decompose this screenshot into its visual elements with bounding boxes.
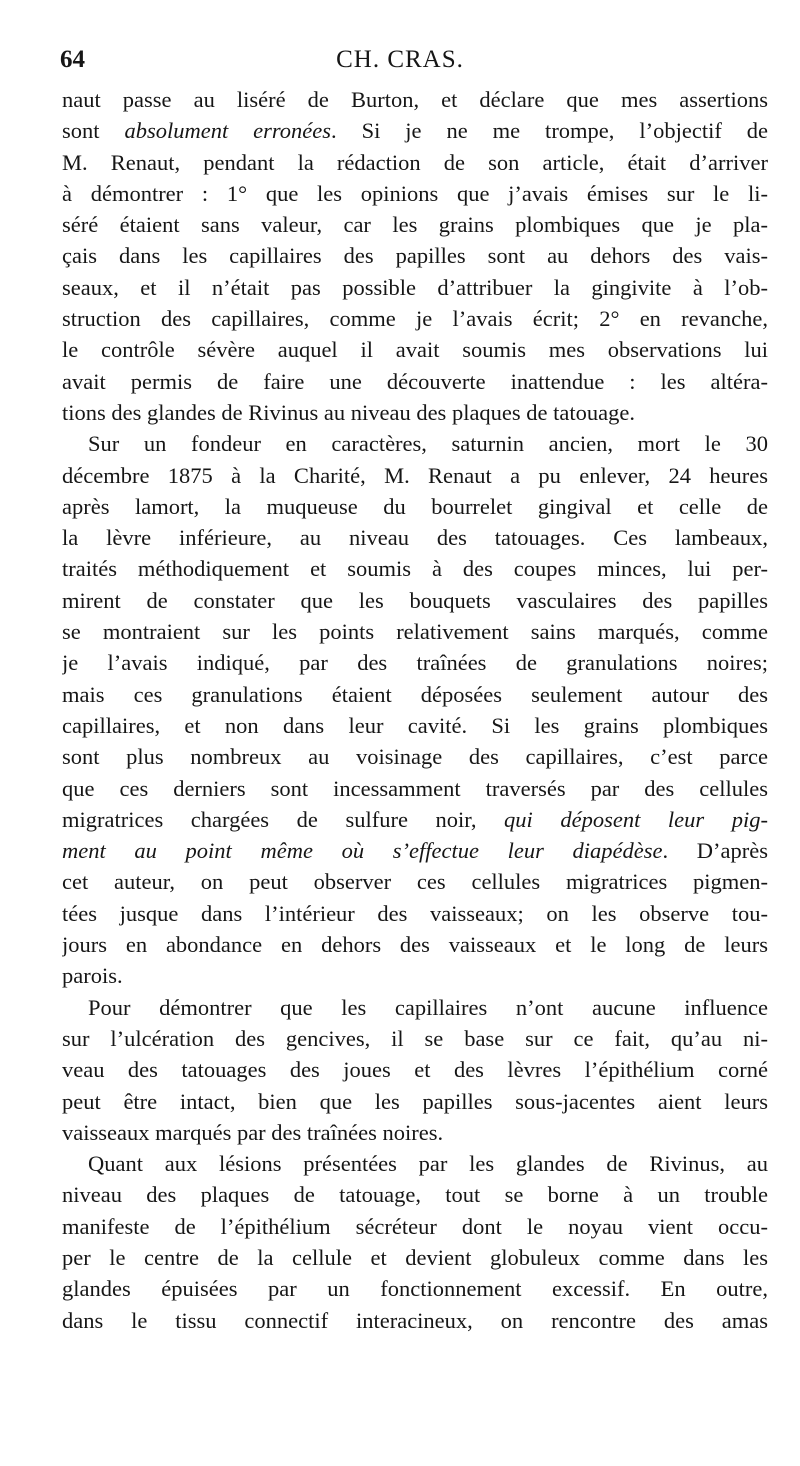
text-line: que ces derniers sont incessamment traversés par des cellules	[62, 775, 768, 801]
running-head: CH. CRAS.	[336, 46, 464, 73]
text-line: peut être intact, bien que les papilles sous-jacentes aient leurs	[62, 1088, 768, 1114]
text-line: après lamort, la muqueuse du bourrelet gingival et celle de	[62, 493, 768, 519]
body-text	[62, 84, 768, 1336]
text-line: seaux, et il n’était pas possible d’attribuer la gingivite à l’ob-	[62, 274, 768, 300]
page-number: 64	[60, 46, 85, 73]
text-line: la lèvre inférieure, au niveau des tatouages. Ces lambeaux,	[62, 525, 768, 551]
text-line: jours en abondance en dehors des vaisseaux et le long de leurs	[62, 932, 768, 958]
text-line: se montraient sur les points relativement sains marqués, comme	[62, 619, 768, 645]
text-line: avait permis de faire une découverte inattendue : les altéra-	[62, 368, 768, 394]
text-segment: migratrices chargées de sulfure noir,	[62, 806, 505, 832]
text-line	[62, 115, 768, 146]
text-line: niveau des plaques de tatouage, tout se borne à un trouble	[62, 1182, 768, 1208]
text-line: çais dans les capillaires des papilles sont au dehors des vais-	[62, 243, 768, 269]
text-line: mais ces granulations étaient déposées seulement autour des	[62, 681, 768, 707]
text-segment: . D’après	[662, 838, 768, 864]
page-header	[0, 46, 800, 82]
text-line: Quant aux lésions présentées par les glandes de Rivinus, au	[88, 1151, 768, 1177]
text-line: à démontrer : 1° que les opinions que j’avais émises sur le li-	[62, 180, 768, 206]
text-line: sur l’ulcération des gencives, il se base sur ce fait, qu’au ni-	[62, 1025, 768, 1051]
text-line: Pour démontrer que les capillaires n’ont aucune influence	[88, 994, 768, 1020]
text-line: vaisseaux marqués par des traînées noires.	[62, 1119, 444, 1145]
text-line: M. Renaut, pendant la rédaction de son article, était d’arriver	[62, 149, 768, 175]
text-line: veau des tatouages des joues et des lèvres l’épithélium corné	[62, 1057, 768, 1083]
text-line: je l’avais indiqué, par des traînées de granulations noires;	[62, 650, 768, 676]
text-segment: . Si je ne me trompe, l’objectif de	[331, 118, 768, 144]
text-line: Sur un fondeur en caractères, saturnin ancien, mort le 30	[88, 431, 768, 457]
italic-text: absolument erronées	[124, 118, 332, 144]
text-line: tions des glandes de Rivinus au niveau des plaques de tatouage.	[62, 399, 635, 425]
text-line	[62, 835, 768, 866]
text-line: dans le tissu connectif interacineux, on rencontre des amas	[62, 1307, 768, 1333]
text-line: per le centre de la cellule et devient globuleux comme dans les	[62, 1244, 768, 1270]
text-line: mirent de constater que les bouquets vasculaires des papilles	[62, 587, 768, 613]
text-line: tées jusque dans l’intérieur des vaisseaux; on les observe tou-	[62, 900, 768, 926]
text-line: parois.	[62, 963, 123, 989]
italic-text: ment au point même où s’effectue leur diapédèse	[62, 838, 663, 864]
text-line: glandes épuisées par un fonctionnement excessif. En outre,	[62, 1276, 768, 1302]
text-line: le contrôle sévère auquel il avait soumis mes observations lui	[62, 337, 768, 363]
text-line: cet auteur, on peut observer ces cellules migratrices pigmen-	[62, 869, 768, 895]
text-line: capillaires, et non dans leur cavité. Si les grains plombiques	[62, 712, 768, 738]
text-line: sont plus nombreux au voisinage des capillaires, c’est parce	[62, 744, 768, 770]
text-line: naut passe au liséré de Burton, et déclare que mes assertions	[62, 87, 768, 112]
text-line: séré étaient sans valeur, car les grains plombiques que je pla-	[62, 212, 768, 238]
text-line: manifeste de l’épithélium sécréteur dont le noyau vient occu-	[62, 1213, 768, 1239]
text-segment: sont	[62, 118, 125, 144]
italic-text: qui déposent leur pig-	[504, 806, 768, 832]
text-line: décembre 1875 à la Charité, M. Renaut a pu enlever, 24 heures	[62, 462, 768, 488]
text-line	[62, 804, 768, 835]
text-line: struction des capillaires, comme je l’avais écrit; 2° en revanche,	[62, 306, 768, 332]
text-line: traités méthodiquement et soumis à des coupes minces, lui per-	[62, 556, 768, 582]
